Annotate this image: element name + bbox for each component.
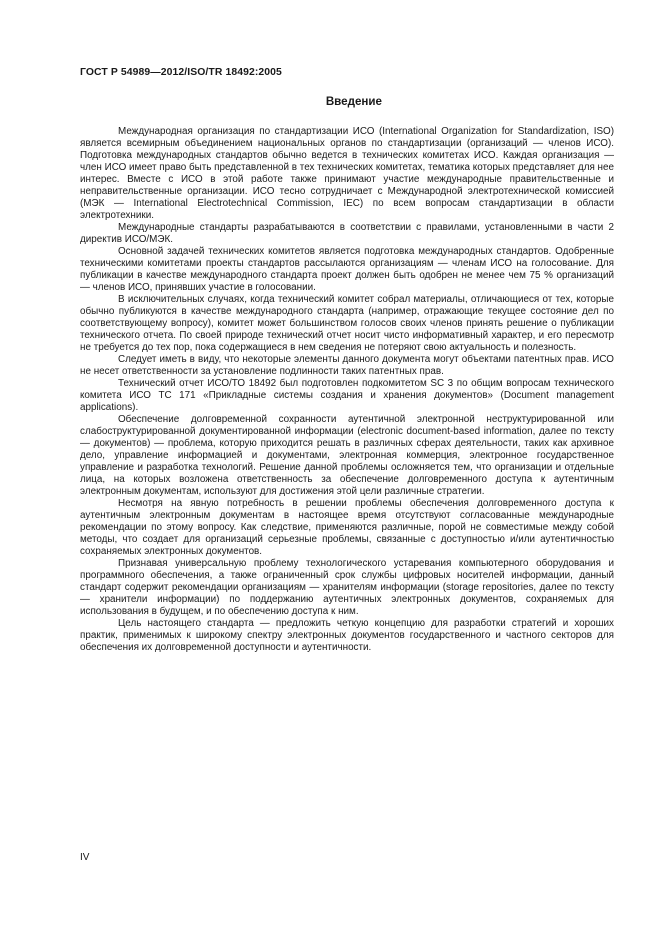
paragraph-2: Международные стандарты разрабатываются в соответствии с правилами, установленными в части 2 директив ИСО/МЭК. bbox=[80, 222, 614, 245]
document-code-header: ГОСТ Р 54989—2012/ISO/TR 18492:2005 bbox=[80, 67, 282, 78]
body-text bbox=[80, 126, 614, 654]
paragraph-7: Обеспечение долговременной сохранности аутентичной электронной неструктурированной или слабоструктурированной документированной информации (electronic document-based information, далее по тексту — документов) — проблема, которую приходится решать в различных сферах деятельности, таких как архивное дело, управление информацией и документами, электронная коммерция, электронное государственное управление и разработка технологий. Решение данной проблемы осложняется тем, что организации и отдельные лица, на которых возложена ответственность за обеспечение долговременного доступа к аутентичным электронным документам, используют для достижения этой цели различные стратегии. bbox=[80, 414, 614, 497]
section-title: Введение bbox=[325, 95, 382, 108]
paragraph-10: Цель настоящего стандарта — предложить четкую концепцию для разработки стратегий и хороших практик, применимых к широкому спектру электронных документов государственного и частного секторов для обеспечения их долговременной доступности и аутентичности. bbox=[80, 618, 614, 653]
paragraph-4: В исключительных случаях, когда технический комитет собрал материалы, отличающиеся от тех, которые обычно публикуются в качестве международного стандарта (например, отражающие текущее состояние дел по соответствующему вопросу), комитет может большинством голосов своих членов принять решение о публикации технического отчета. По своей природе технический отчет носит чисто информативный характер, и его пересмотр не требуется до тех пор, пока содержащиеся в нем сведения не потеряют свою актуальность и полезность. bbox=[80, 294, 614, 353]
section-title-wrapper bbox=[80, 95, 612, 108]
paragraph-3: Основной задачей технических комитетов является подготовка международных стандартов. Одобренные техническими комитетами проекты стандартов рассылаются организациям — членам ИСО на голосование. Для публикации в качестве международного стандарта проект должен быть одобрен не менее чем 75 % организаций — членов ИСО, принявших участие в голосовании. bbox=[80, 246, 614, 293]
paragraph-8: Несмотря на явную потребность в решении проблемы обеспечения долговременного доступа к аутентичным электронным документам в настоящее время отсутствуют согласованные международные рекомендации по этому вопросу. Как следствие, применяются различные, порой не совместимые между собой методы, что создает для организаций серьезные проблемы, связанные с доступностью и/или аутентичностью сохраняемых электронных документов. bbox=[80, 498, 614, 557]
paragraph-5: Следует иметь в виду, что некоторые элементы данного документа могут объектами патентных прав. ИСО не несет ответственности за установление подлинности таких патентных прав. bbox=[80, 354, 614, 377]
paragraph-1: Международная организация по стандартизации ИСО (International Organization for Standardization, ISO) является всемирным объединением национальных органов по стандартизации (организаций — членов ИСО). Подготовка международных стандартов обычно ведется в технических комитетах ИСО. Каждая организация — член ИСО имеет право быть представленной в тех технических комитетах, тематика которых представляет для нее интерес. Вместе с ИСО в этой работе также принимают участие международные правительственные и неправительственные организации. ИСО тесно сотрудничает с Международной электротехнической комиссией (МЭК — International Electrotechnical Commission, IEC) по всем вопросам стандартизации в области электротехники. bbox=[80, 126, 614, 221]
page-number: IV bbox=[80, 852, 90, 863]
paragraph-6: Технический отчет ИСО/ТО 18492 был подготовлен подкомитетом SC 3 по общим вопросам технического комитета ИСО ТС 171 «Прикладные системы создания и хранения документов» (Document management applications). bbox=[80, 378, 614, 413]
paragraph-9: Признавая универсальную проблему технологического устаревания компьютерного оборудования и программного обеспечения, а также ограниченный срок службы цифровых носителей информации, данный стандарт содержит рекомендации организациям — хранителям информации (storage repositories, далее по тексту — хранители информации) по поддержанию аутентичных электронных документов, сохраняемых для использования в будущем, и по обеспечению доступа к ним. bbox=[80, 558, 614, 617]
